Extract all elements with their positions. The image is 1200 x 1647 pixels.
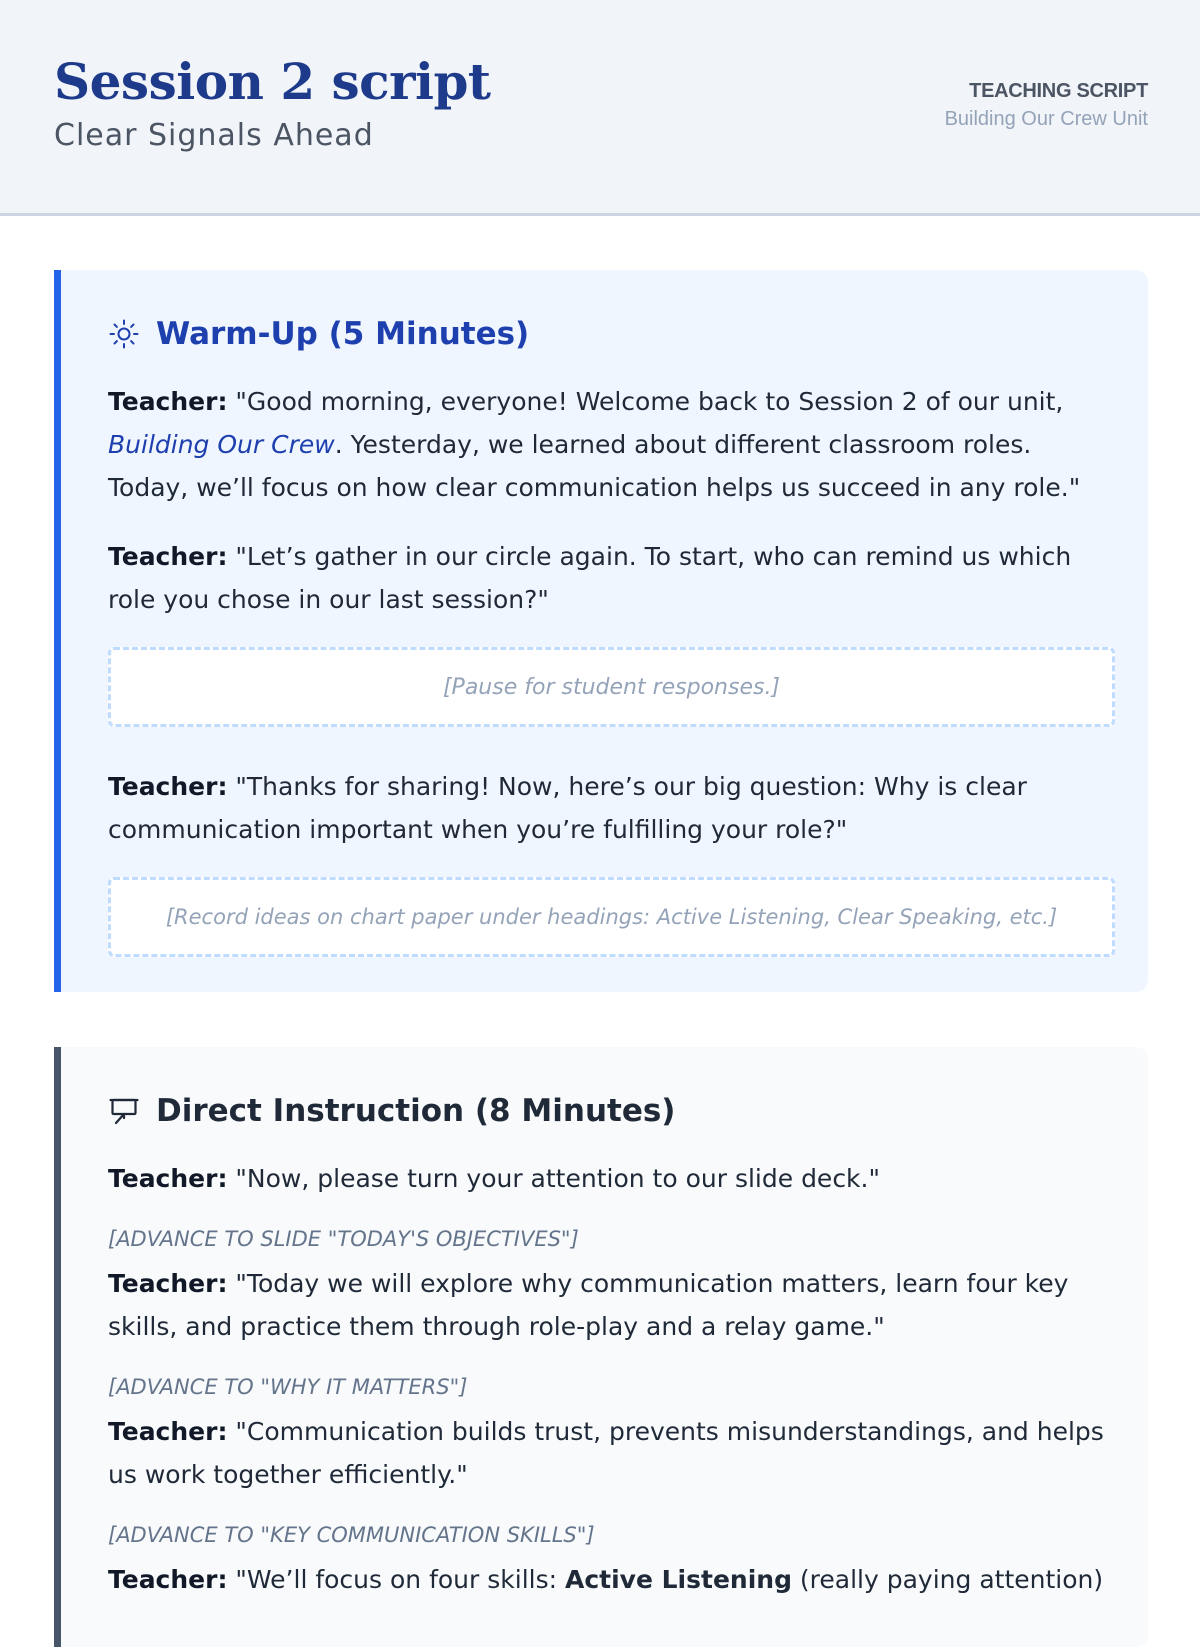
- script-line: [108, 1157, 1108, 1200]
- speaker-label: Teacher:: [108, 1164, 228, 1193]
- script-text: . Yesterday, we learned about different classroom roles. Today, we’ll focus on how clear communication helps us succeed in any role.": [108, 430, 1081, 502]
- speaker-label: Teacher:: [108, 1565, 228, 1594]
- speaker-label: Teacher:: [108, 772, 228, 801]
- warmup-section: [54, 270, 1148, 992]
- script-text: "Now, please turn your attention to our slide deck.": [227, 1164, 880, 1193]
- script-text: "Communication builds trust, prevents misunderstandings, and helps us work together efficiently.": [108, 1417, 1104, 1489]
- warmup-title: Warm-Up (5 Minutes): [156, 316, 530, 352]
- presentation-icon: [108, 1095, 140, 1127]
- script-text: (really paying attention): [791, 1565, 1104, 1594]
- page-title: Session 2 script: [54, 52, 491, 111]
- script-text: "Thanks for sharing! Now, here’s our big question: Why is clear communication important when you’re fulfilling your role?": [108, 772, 1027, 844]
- direct-instruction-title: Direct Instruction (8 Minutes): [156, 1093, 676, 1129]
- script-line: [108, 765, 1108, 851]
- script-text: "Good morning, everyone! Welcome back to Session 2 of our unit,: [227, 387, 1064, 416]
- page-subtitle: Clear Signals Ahead: [54, 118, 374, 153]
- script-line: [108, 380, 1108, 509]
- script-text: "We’ll focus on four skills:: [227, 1565, 565, 1594]
- speaker-label: Teacher:: [108, 1269, 228, 1298]
- slide-cue: [ADVANCE TO "WHY IT MATTERS"]: [108, 1375, 468, 1399]
- script-line: [108, 1262, 1108, 1348]
- unit-title-emphasis: Building Our Crew: [108, 430, 335, 459]
- pause-note: [Pause for student responses.]: [108, 647, 1115, 727]
- direct-instruction-heading: [108, 1089, 1108, 1133]
- document-type-label: TEACHING SCRIPT: [969, 80, 1148, 102]
- script-line: [108, 535, 1108, 621]
- skill-emphasis: Active Listening: [564, 1565, 792, 1594]
- pause-note: [Record ideas on chart paper under headings: Active Listening, Clear Speaking, etc.]: [108, 877, 1115, 957]
- speaker-label: Teacher:: [108, 1417, 228, 1446]
- script-line: [108, 1410, 1108, 1496]
- speaker-label: Teacher:: [108, 542, 228, 571]
- script-text: "Today we will explore why communication matters, learn four key skills, and practice them through role-play and a relay game.": [108, 1269, 1069, 1341]
- sun-icon: [108, 318, 140, 350]
- warmup-heading: [108, 312, 1108, 356]
- script-line: [108, 1558, 1108, 1601]
- speaker-label: Teacher:: [108, 387, 228, 416]
- page-header: [0, 0, 1200, 216]
- slide-cue: [ADVANCE TO SLIDE "TODAY'S OBJECTIVES"]: [108, 1227, 579, 1251]
- unit-name-label: Building Our Crew Unit: [944, 108, 1148, 130]
- script-text: "Let’s gather in our circle again. To start, who can remind us which role you chose in our last session?": [108, 542, 1072, 614]
- slide-cue: [ADVANCE TO "KEY COMMUNICATION SKILLS"]: [108, 1523, 595, 1547]
- direct-instruction-section: [54, 1047, 1148, 1647]
